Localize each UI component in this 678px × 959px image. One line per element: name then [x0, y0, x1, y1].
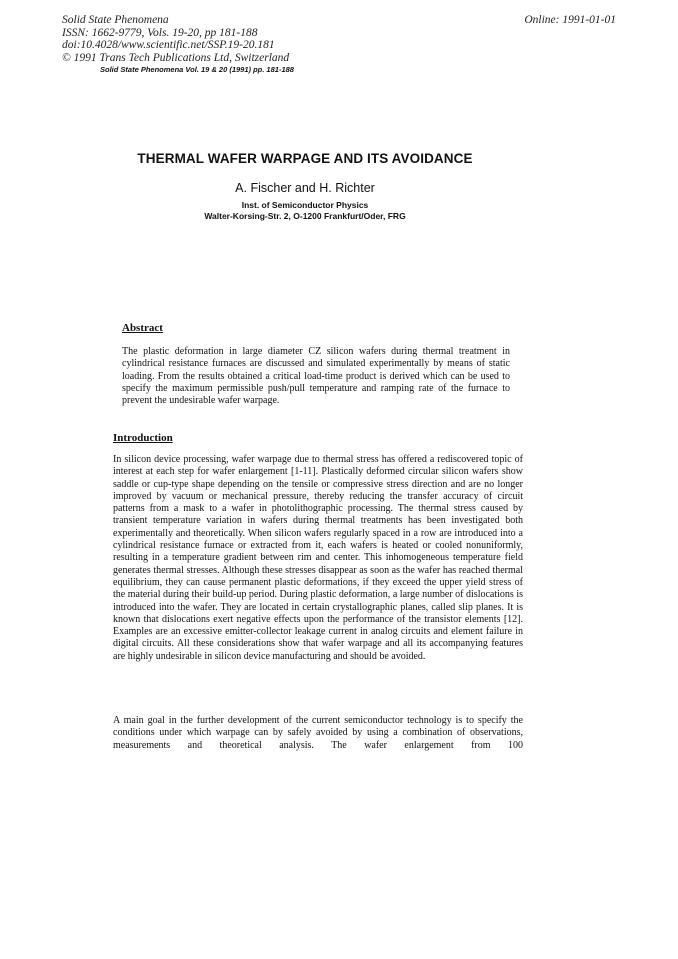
- copyright-line: © 1991 Trans Tech Publications Ltd, Switzerland: [62, 51, 290, 64]
- abstract-heading: Abstract: [122, 322, 163, 334]
- affiliation-address: Walter-Korsing-Str. 2, O-1200 Frankfurt/Oder, FRG: [204, 211, 406, 221]
- journal-reference: Solid State Phenomena Vol. 19 & 20 (1991) pp. 181-188: [100, 65, 294, 74]
- affiliation-institute: Inst. of Semiconductor Physics: [241, 200, 369, 210]
- online-date: Online: 1991-01-01: [524, 14, 616, 26]
- introduction-paragraph-2: A main goal in the further development of the current semiconductor technology is to specify the conditions under which warpage can by safely avoided by using a combination of observations, measurements and theoretical analysis. The wafer enlargement from 100: [113, 715, 523, 751]
- introduction-heading: Introduction: [113, 432, 173, 444]
- doi-link[interactable]: doi:10.4028/www.scientific.net/SSP.19-20.181: [62, 39, 275, 51]
- introduction-paragraph-1: In silicon device processing, wafer warpage due to thermal stress has offered a rediscovered topic of interest at each step for wafer enlargement [1-11]. Plastically deformed circular silicon wafers show saddle or cup-type shape depending on the tensile or compressive stress direction and are no longer improved by vacuum or mechanical pressure, thereby reducing the transfer accuracy of circuit patterns from a mask to a wafer in photolithographic processing. The thermal stress caused by transient temperature variation in wafers during thermal treatments has been investigated both experimentally and theoretically. When silicon wafers regularly spaced in a row are introduced into a cylindrical resistance furnace or extracted from it, each wafers is heated or cooled nonuniformly, resulting in a temperature gradient between rim and center. This inhomogeneous temperature field generates thermal stresses. Although these stresses disappear as soon as the wafer has reached thermal equilibrium, they can cause permanent plastic deformations, if they exceed the upper yield stress of the material during their build-up period. During plastic deformation, a large number of dislocations is introduced into the wafer. They are located in certain crystallographic planes, called slip planes. It is known that dislocations exert negative effects upon the performance of the transistor elements [12]. Examples are an excessive emitter-collector leakage current in analog circuits and element failure in digital circuits. All these considerations show that wafer warpage and all its accompanying features are highly undesirable in silicon device manufacturing and should be avoided.: [113, 454, 523, 662]
- journal-name: Solid State Phenomena: [62, 14, 169, 26]
- abstract-text: The plastic deformation in large diameter CZ silicon wafers during thermal treatment in cylindrical resistance furnaces are discussed and simulated experimentally by means of static loading. From the results obtained a critical load-time product is derived which can be used to specify the maximum permissible push/pull temperature and ramping rate of the furnace to prevent the undesirable wafer warpage.: [122, 346, 510, 407]
- issn-line: ISSN: 1662-9779, Vols. 19-20, pp 181-188: [62, 26, 258, 39]
- paper-authors: A. Fischer and H. Richter: [235, 181, 375, 195]
- paper-title: THERMAL WAFER WARPAGE AND ITS AVOIDANCE: [137, 151, 473, 166]
- publication-meta: [62, 14, 289, 64]
